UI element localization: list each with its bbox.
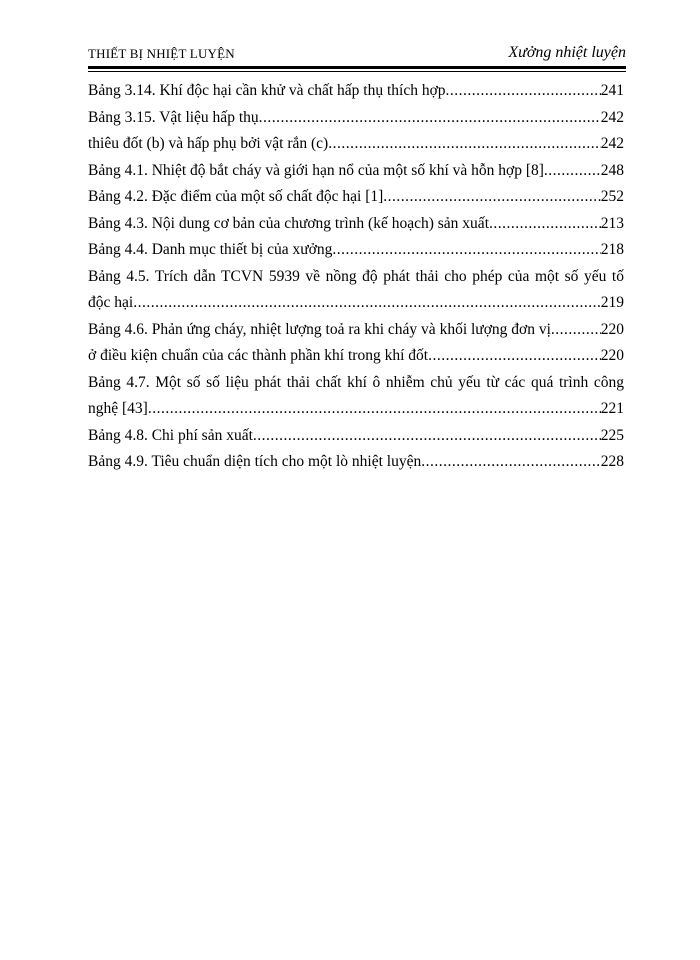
toc-entry-wrapped-line[interactable] <box>88 370 624 397</box>
toc-page-number: 225 <box>600 426 624 444</box>
toc-leader-dots <box>446 78 601 105</box>
toc-page-number: 220 <box>600 320 624 338</box>
toc-entry-label: nghệ [43] <box>88 400 148 417</box>
toc-leader-dots <box>332 237 600 264</box>
toc-leader-dots <box>428 343 601 370</box>
toc-leader-dots <box>133 290 601 317</box>
toc-entry-label: Bảng 3.15. Vật liệu hấp thụ <box>88 108 259 126</box>
toc-leader-dots <box>148 396 601 423</box>
toc-leader-dots <box>259 105 601 132</box>
toc-entry-label: Bảng 4.9. Tiêu chuẩn diện tích cho một lò nhiệt luyện <box>88 453 422 470</box>
toc-page-number: 219 <box>600 294 624 311</box>
toc-page-number: 228 <box>600 453 624 470</box>
toc-entry[interactable] <box>88 449 624 476</box>
toc-entry[interactable] <box>88 396 624 423</box>
toc-entry[interactable] <box>88 184 624 211</box>
toc-entry-label: thiêu đốt (b) và hấp phụ bởi vật rắn (c) <box>88 135 329 152</box>
toc-page-number: 213 <box>600 214 624 232</box>
toc-page-number: 221 <box>600 400 624 417</box>
toc-leader-dots <box>328 131 601 158</box>
toc-leader-dots <box>551 317 601 344</box>
toc-entry-label: Bảng 4.6. Phản ứng cháy, nhiệt lượng toả ra khi cháy và khối lượng đơn vị <box>88 320 551 338</box>
toc-entry[interactable] <box>88 158 624 185</box>
toc-entry-label: Bảng 4.4. Danh mục thiết bị của xưởng <box>88 241 333 258</box>
toc-leader-dots <box>489 211 601 238</box>
toc-leader-dots <box>253 423 601 450</box>
toc-entry[interactable] <box>88 237 624 264</box>
toc-entry[interactable] <box>88 290 624 317</box>
toc-page-number: 242 <box>600 135 624 152</box>
toc-entry-label: ở điều kiện chuẩn của các thành phần khí trong khí đốt <box>88 347 429 364</box>
toc-page-number: 242 <box>600 108 624 126</box>
toc-page-number: 241 <box>600 82 624 99</box>
header-rule-thick <box>88 66 626 69</box>
header-rule-thin <box>88 71 626 72</box>
table-of-contents <box>88 78 624 476</box>
toc-entry[interactable] <box>88 343 624 370</box>
toc-page-number: 218 <box>600 241 624 258</box>
toc-entry-label: Bảng 4.3. Nội dung cơ bản của chương trình (kế hoạch) sản xuất <box>88 214 489 232</box>
toc-page-number: 248 <box>600 161 624 179</box>
toc-entry-label: Bảng 4.1. Nhiệt độ bắt cháy và giới hạn nổ của một số khí và hỗn hợp [8] <box>88 161 544 179</box>
toc-entry-label-line1: Bảng 4.5. Trích dẫn TCVN 5939 về nồng độ phát thải cho phép của một số yếu tố <box>88 267 624 285</box>
toc-entry-label: Bảng 3.14. Khí độc hại cần khử và chất hấp thụ thích hợp <box>88 82 446 99</box>
toc-leader-dots <box>383 184 600 211</box>
toc-page-number: 252 <box>600 188 624 205</box>
toc-entry[interactable] <box>88 423 624 450</box>
toc-entry[interactable] <box>88 131 624 158</box>
toc-entry-wrapped-line[interactable] <box>88 264 624 291</box>
toc-entry[interactable] <box>88 211 624 238</box>
toc-page-number: 220 <box>600 347 624 364</box>
page-header <box>88 44 626 66</box>
header-book-title: THIẾT BỊ NHIỆT LUYỆN <box>88 46 235 61</box>
toc-leader-dots <box>421 449 601 476</box>
toc-entry-label: Bảng 4.2. Đặc điểm của một số chất độc hại [1] <box>88 188 384 205</box>
toc-entry-label: độc hại <box>88 294 134 311</box>
toc-entry[interactable] <box>88 105 624 132</box>
toc-entry-label: Bảng 4.8. Chi phí sản xuất <box>88 426 253 444</box>
toc-entry-label-line1: Bảng 4.7. Một số số liệu phát thải chất khí ô nhiễm chủ yếu từ các quá trình công <box>88 373 624 391</box>
toc-entry[interactable] <box>88 78 624 105</box>
toc-entry[interactable] <box>88 317 624 344</box>
toc-leader-dots <box>544 158 601 185</box>
header-chapter-title: Xưởng nhiệt luyện <box>508 44 626 61</box>
